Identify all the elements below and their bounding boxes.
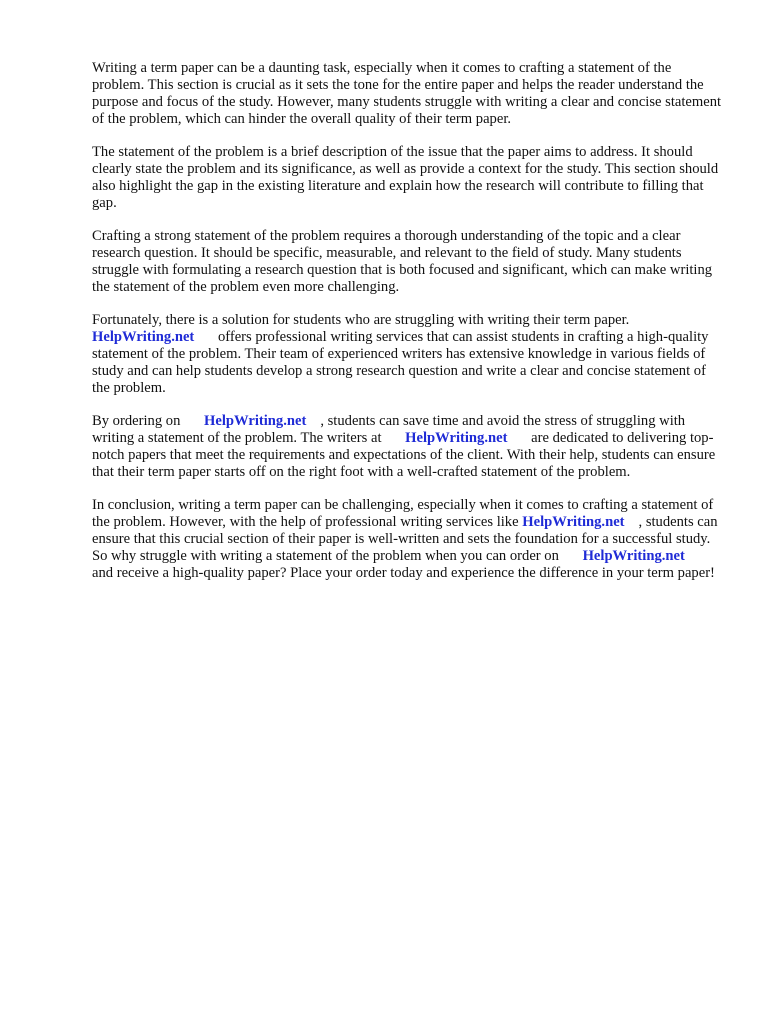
paragraph-conclusion-text-c: and receive a high-quality paper? Place your order today and experience the difference in your term paper!	[92, 565, 715, 581]
paragraph-conclusion-text-b: , students can ensure that this crucial section of their paper is well-written and sets the foundation for a successful study. So why struggle with writing a statement of the problem when you can order on	[92, 514, 718, 564]
helpwriting-link-3[interactable]: HelpWriting.net	[405, 430, 508, 446]
paragraph-conclusion-text-a: In conclusion, writing a term paper can be challenging, especially when it comes to crafting a statement of the problem. However, with the help of professional writing services like	[92, 497, 714, 530]
paragraph-solution-text-a: Fortunately, there is a solution for students who are struggling with writing their term paper.	[92, 312, 630, 328]
paragraph-ordering-text-a: By ordering on	[92, 413, 181, 429]
paragraph-solution-text-b: offers professional writing services that can assist students in crafting a high-quality statement of the problem. Their team of experienced writers has extensive knowledge in various fields of study and can help students develop a strong research question and write a clear and concise statement of the problem.	[92, 329, 709, 396]
paragraph-conclusion	[92, 497, 724, 582]
paragraph-ordering-text-c: are dedicated to delivering top-notch papers that meet the requirements and expectations of the client. With their help, students can ensure that their term paper starts off on the right foot with a well-crafted statement of the problem.	[92, 430, 716, 480]
helpwriting-link-1[interactable]: HelpWriting.net	[92, 329, 195, 345]
paragraph-definition: The statement of the problem is a brief description of the issue that the paper aims to address. It should clearly state the problem and its significance, as well as provide a context for the study. This section should also highlight the gap in the existing literature and explain how the research will contribute to filling that gap.	[92, 144, 719, 211]
paragraph-intro: Writing a term paper can be a daunting task, especially when it comes to crafting a statement of the problem. This section is crucial as it sets the tone for the entire paper and helps the reader understand the purpose and focus of the study. However, many students struggle with writing a clear and concise statement of the problem, which can hinder the overall quality of their term paper.	[92, 60, 722, 127]
document-body	[92, 60, 724, 598]
paragraph-solution	[92, 312, 724, 397]
helpwriting-link-2[interactable]: HelpWriting.net	[204, 413, 307, 429]
helpwriting-link-5[interactable]: HelpWriting.net	[582, 548, 685, 564]
paragraph-research-question: Crafting a strong statement of the problem requires a thorough understanding of the topic and a clear research question. It should be specific, measurable, and relevant to the field of study. Many students struggle with formulating a research question that is both focused and significant, which can make writing the statement of the problem even more challenging.	[92, 228, 713, 295]
paragraph-ordering	[92, 413, 724, 481]
paragraph-ordering-text-b: , students can save time and avoid the stress of struggling with writing a statement of the problem. The writers at	[92, 413, 686, 446]
helpwriting-link-4[interactable]: HelpWriting.net	[522, 514, 625, 530]
